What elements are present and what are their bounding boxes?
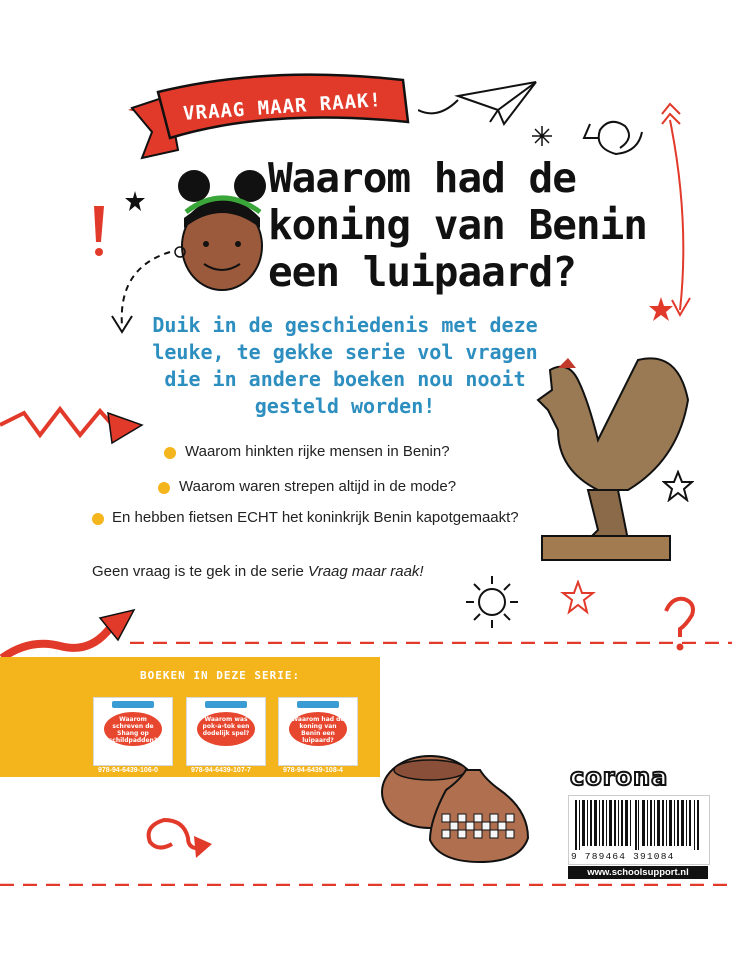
intro-line: leuke, te gekke serie vol vragen: [152, 340, 538, 364]
book-banner: [205, 701, 247, 708]
barcode-bars: [575, 800, 703, 850]
book-isbn: 978-94-6439-107-7: [191, 767, 251, 774]
dashed-divider: [0, 641, 732, 644]
girl-avatar: [166, 168, 278, 298]
book-title: [268, 155, 688, 296]
red-outline-star-icon: [560, 580, 596, 616]
title-line: Waarom had de: [268, 154, 576, 202]
book-isbn: 978-94-6439-108-4: [283, 767, 343, 774]
question-item: Waarom hinkten rijke mensen in Benin?: [185, 443, 450, 460]
question-item: En hebben fietsen ECHT het koninkrijk Benin kapotgemaakt?: [112, 509, 519, 526]
book-cover-1[interactable]: [93, 697, 173, 766]
banner-text: VRAAG MAAR RAAK!: [182, 89, 383, 125]
rooster-statue-image: [528, 340, 698, 565]
question-mark-icon: [660, 595, 700, 655]
swirl-arrow-red-icon: [132, 808, 222, 868]
clay-pots-image: [370, 750, 540, 865]
website-link[interactable]: www.schoolsupport.nl: [568, 866, 708, 879]
book-cover-title: Waarom was pok-a-tok een dodelijk spel?: [202, 716, 250, 737]
bullet-dot: [164, 447, 176, 459]
zigzag-arrow-icon: [0, 395, 150, 455]
book-cover-3[interactable]: [278, 697, 358, 766]
book-cover-2[interactable]: [186, 697, 266, 766]
tagline-series-name: Vraag maar raak!: [307, 563, 424, 580]
book-cover-title: Waarom schreven de Shang op schildpadden?: [108, 716, 158, 744]
intro-line: gesteld worden!: [254, 394, 436, 418]
outline-star-icon: [662, 470, 694, 502]
tagline-text: Geen vraag is te gek in de serie: [92, 563, 308, 580]
sparkle-icon: [532, 126, 552, 146]
corona-logo: corona: [570, 763, 669, 791]
title-line: koning van Benin: [268, 201, 647, 249]
intro-line: die in andere boeken nou nooit: [164, 367, 526, 391]
bullet-dot: [92, 513, 104, 525]
black-star-icon: [124, 190, 146, 212]
book-banner: [112, 701, 154, 708]
intro-text: [135, 312, 555, 420]
bullet-dot: [158, 482, 170, 494]
sun-icon: [462, 570, 522, 630]
book-cover-title: Waarom had de koning van Benin een luipaard?: [291, 716, 345, 744]
intro-line: Duik in de geschiedenis met deze: [152, 313, 538, 337]
book-banner: [297, 701, 339, 708]
series-label: BOEKEN IN DEZE SERIE:: [140, 669, 301, 682]
book-isbn: 978-94-6439-106-0: [98, 767, 158, 774]
question-item: Waarom waren strepen altijd in de mode?: [179, 478, 457, 495]
tagline: [92, 563, 424, 580]
title-line: een luipaard?: [268, 248, 576, 296]
dashed-divider-bottom: [0, 883, 732, 886]
barcode-number: 9 789464 391084: [571, 851, 675, 862]
red-star-icon: [648, 296, 674, 322]
